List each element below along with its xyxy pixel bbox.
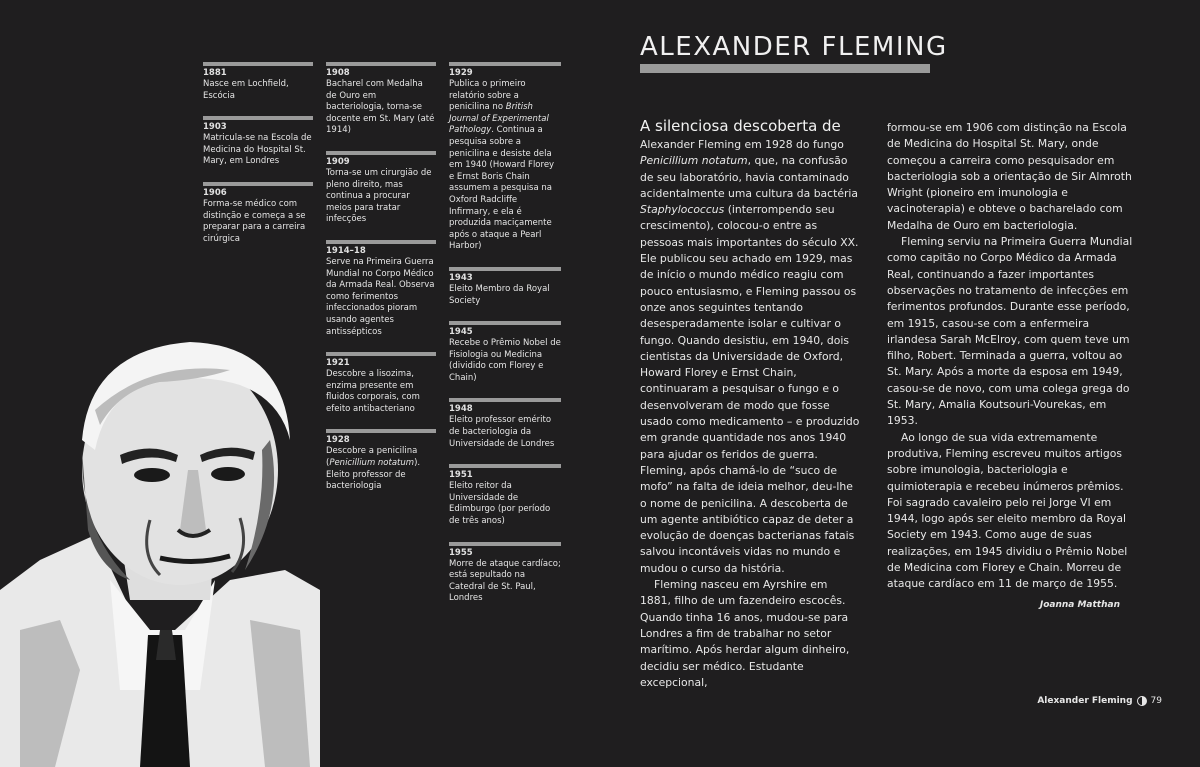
timeline-text: Bacharel com Medalha de Ouro em bacteriologia, torna-se docente em St. Mary (até 1914) bbox=[326, 79, 435, 136]
timeline-year: 1928 bbox=[326, 435, 350, 446]
article-column-left bbox=[640, 137, 860, 691]
timeline-text: Publica o primeiro relatório sobre a penicilina no British Journal of Experimental Pathology. Continua a pesquisa sobre a penicilina e desiste dela em 1940 (Howard Florey e Ernst Boris Chain assumem a pesquisa na Oxford Radcliffe Infirmary, e ela é produzida maciçamente após o ataque a Pearl Harbor) bbox=[449, 79, 555, 252]
timeline-year: 1929 bbox=[449, 68, 473, 78]
article-column-right bbox=[887, 120, 1137, 593]
timeline-divider bbox=[203, 62, 313, 66]
article-paragraph: Fleming nasceu em Ayrshire em 1881, filho de um fazendeiro escocês. Quando tinha 16 anos, mudou-se para Londres a fim de trabalhar no setor marítimo. Após herdar algum dinheiro, decidiu ser médico. Estudante excepcional, bbox=[640, 578, 850, 689]
timeline-year: 1914–18 bbox=[326, 245, 366, 256]
timeline-year: 1943 bbox=[449, 272, 473, 283]
timeline-year: 1921 bbox=[326, 358, 350, 369]
timeline-column-3 bbox=[449, 62, 561, 619]
timeline-divider bbox=[326, 151, 436, 155]
timeline-text: Eleito reitor da Universidade de Edimburgo (por período de três anos) bbox=[449, 481, 551, 527]
timeline-divider bbox=[203, 182, 313, 186]
timeline-text: Morre de ataque cardíaco; está sepultado na Catedral de St. Paul, Londres bbox=[449, 558, 561, 604]
article-paragraph: Alexander Fleming em 1928 do fungo Penicillium notatum, que, na confusão de seu laboratório, havia contaminado acidentalmente uma cultura da bactéria Staphylococcus (interrompendo seu crescimento), colocou-o entre as pessoas mais importantes do século XX. Ele publicou seu achado em 1929, mas de início o mundo médico reagiu com pouco entusiasmo, e Fleming passou os onze anos seguintes tentando desesperadamente isolar e cultivar o fungo. Quando desistiu, em 1940, dois cientistas da Universidade de Oxford, Howard Florey e Ernst Chain, continuaram a pesquisar o fungo e o desenvolveram de modo que fosse usado como medicamento – e produzido em grande quantidade nos anos 1940 para ajudar os feridos de guerra. Fleming, após chamá-lo de “suco de mofo” na falta de ideia melhor, deu-lhe o nome de penicilina. A descoberta de um agente antibiótico capaz de deter a evolução de doenças bacterianas fatais salvou incontáveis vidas no mundo e mudou o curso da história. bbox=[640, 138, 860, 575]
article-title: ALEXANDER FLEMING bbox=[640, 32, 948, 62]
timeline-entry bbox=[449, 62, 561, 253]
timeline-text: Nasce em Lochfield, Escócia bbox=[203, 79, 289, 101]
article-paragraph: Fleming serviu na Primeira Guerra Mundial como capitão no Corpo Médico da Armada Real, continuando a fazer importantes observações no tratamento de infecções em ferimentos profundos. Durante esse período, em 1915, casou-se com a enfermeira irlandesa Sarah McElroy, com quem teve um filho, Robert. Terminada a guerra, voltou ao St. Mary. Após a morte da esposa em 1949, casou-se de novo, com uma colega grega do St. Mary, Amalia Koutsouri-Vourekas, em 1953. bbox=[887, 235, 1133, 428]
article-subtitle: A silenciosa descoberta de bbox=[640, 117, 841, 135]
timeline-text: Serve na Primeira Guerra Mundial no Corpo Médico da Armada Real. Observa como ferimentos infeccionados pioram usando agentes antissépticos bbox=[326, 256, 435, 337]
timeline-divider bbox=[449, 321, 561, 325]
page-number: 79 bbox=[1150, 696, 1162, 706]
timeline-entry bbox=[326, 151, 436, 226]
timeline-text: Matricula-se na Escola de Medicina do Hospital St. Mary, em Londres bbox=[203, 133, 312, 167]
timeline-text: Descobre a lisozima, enzima presente em fluidos corporais, com efeito antibacteriano bbox=[326, 369, 420, 414]
title-underline bbox=[640, 64, 930, 73]
author-credit: Joanna Matthan bbox=[1039, 600, 1120, 610]
timeline-text: Descobre a penicilina (Penicillium notatum). Eleito professor de bacteriologia bbox=[326, 446, 421, 492]
timeline-entry bbox=[326, 240, 436, 338]
timeline-divider bbox=[326, 429, 436, 433]
timeline-year: 1908 bbox=[326, 68, 350, 78]
timeline-divider bbox=[326, 240, 436, 244]
timeline-entry bbox=[203, 62, 313, 102]
timeline-year: 1903 bbox=[203, 122, 227, 133]
timeline-text: Eleito Membro da Royal Society bbox=[449, 283, 550, 306]
article-paragraph: formou-se em 1906 com distinção na Escola de Medicina do Hospital St. Mary, onde começou a carreira como pesquisador em bacteriologia sob a orientação de Sir Almroth Wright (pioneiro em imunologia e vacinoterapia) e obteve o bacharelado com Medalha de Ouro em bacteriologia. bbox=[887, 121, 1132, 232]
timeline-divider bbox=[449, 398, 561, 402]
timeline-year: 1906 bbox=[203, 187, 227, 198]
timeline-column-2 bbox=[326, 62, 436, 507]
page-footer bbox=[1037, 696, 1162, 706]
timeline-entry bbox=[203, 116, 313, 168]
timeline-divider bbox=[449, 62, 561, 66]
timeline-divider bbox=[449, 464, 561, 468]
running-title: Alexander Fleming bbox=[1037, 696, 1133, 706]
timeline-entry bbox=[203, 182, 313, 245]
timeline-divider bbox=[203, 116, 313, 120]
article-paragraph: Ao longo de sua vida extremamente produtiva, Fleming escreveu muitos artigos sobre imunologia, bacteriologia e quimioterapia e recebeu inúmeros prêmios. Foi sagrado cavaleiro pelo rei Jorge VI em 1944, logo após ser eleito membro da Royal Society em 1943. Como auge de suas realizações, em 1945 dividiu o Prêmio Nobel de Medicina com Florey e Chain. Morreu de ataque cardíaco em 11 de março de 1955. bbox=[887, 430, 1128, 591]
timeline-year: 1955 bbox=[449, 547, 473, 558]
half-moon-icon bbox=[1137, 696, 1147, 706]
timeline-column-1 bbox=[203, 62, 313, 259]
timeline-year: 1881 bbox=[203, 68, 227, 78]
timeline-text: Recebe o Prêmio Nobel de Fisiologia ou Medicina (dividido com Florey e Chain) bbox=[449, 338, 561, 383]
timeline-entry bbox=[449, 398, 561, 450]
timeline-entry bbox=[449, 464, 561, 527]
timeline-entry bbox=[449, 321, 561, 384]
timeline-entry bbox=[326, 429, 436, 492]
timeline-year: 1948 bbox=[449, 404, 473, 415]
timeline-year: 1945 bbox=[449, 327, 473, 338]
timeline-divider bbox=[326, 62, 436, 66]
timeline-text: Eleito professor emérito de bacteriologia da Universidade de Londres bbox=[449, 415, 555, 449]
timeline-entry bbox=[326, 62, 436, 137]
timeline-entry bbox=[326, 352, 436, 415]
timeline-entry bbox=[449, 267, 561, 307]
portrait-image bbox=[0, 330, 320, 767]
timeline-year: 1909 bbox=[326, 156, 350, 167]
timeline-year: 1951 bbox=[449, 470, 473, 481]
timeline-text: Forma-se médico com distinção e começa a se preparar para a carreira cirúrgica bbox=[203, 198, 306, 244]
timeline-divider bbox=[449, 267, 561, 271]
timeline-divider bbox=[449, 542, 561, 546]
timeline-text: Torna-se um cirurgião de pleno direito, mas continua a procurar meios para tratar infecções bbox=[326, 167, 432, 225]
timeline-divider bbox=[326, 352, 436, 356]
timeline-entry bbox=[449, 542, 561, 605]
